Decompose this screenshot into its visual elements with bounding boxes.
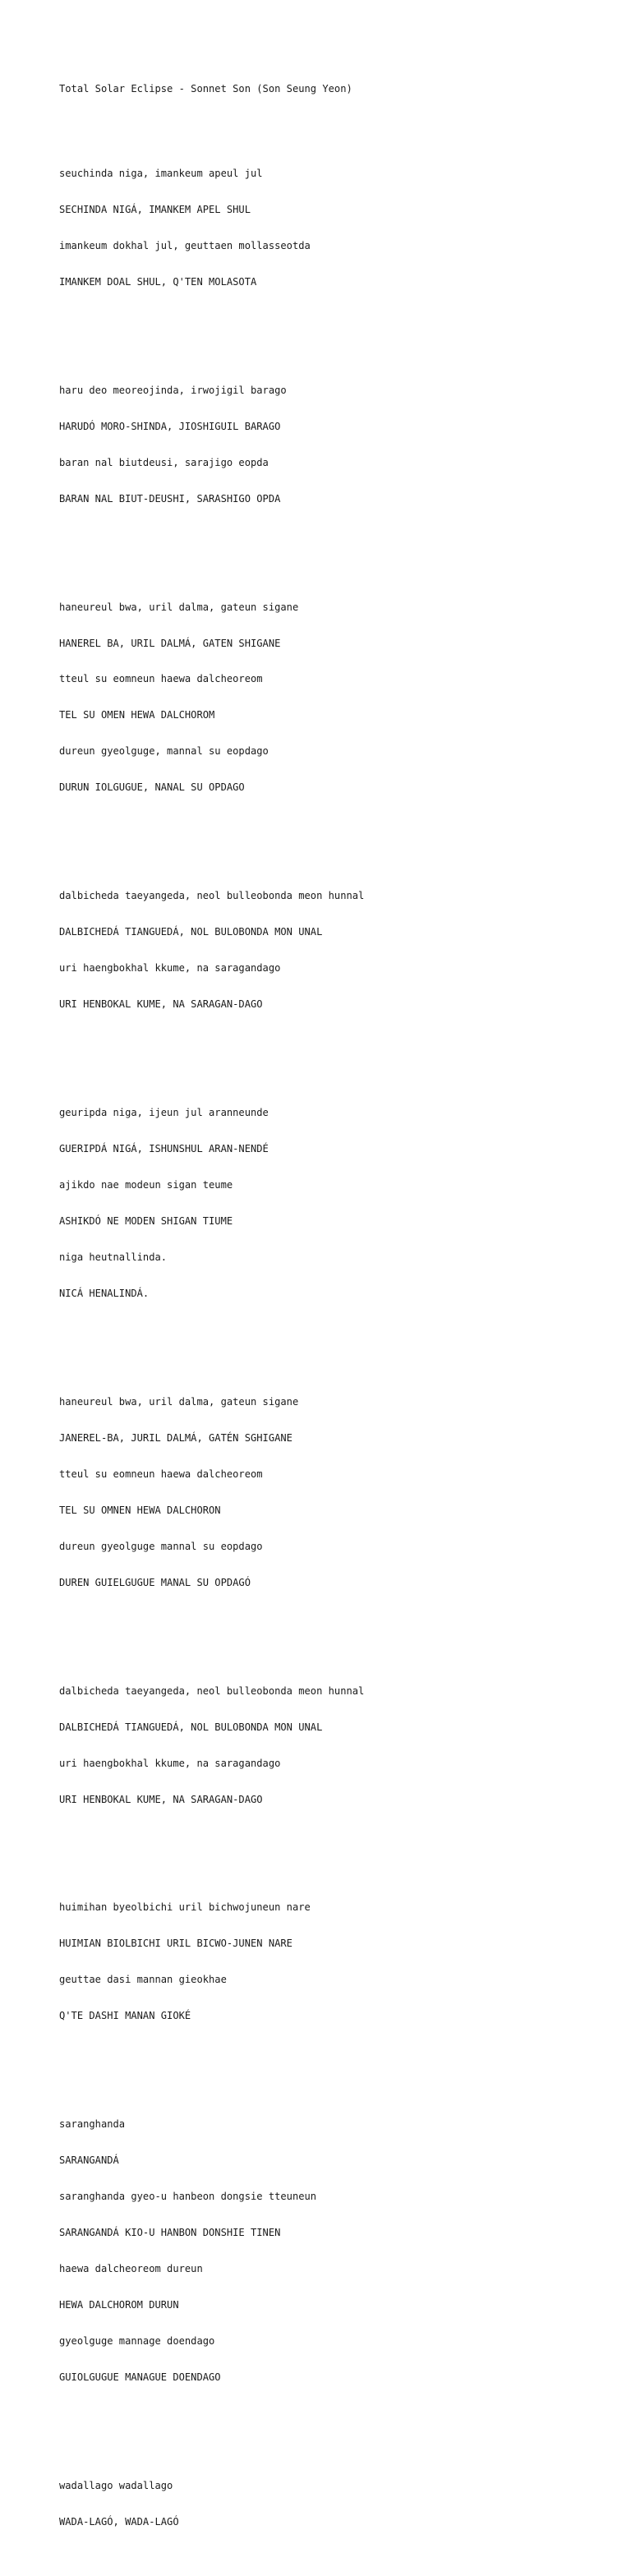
stanza-2 bbox=[59, 360, 618, 528]
lyric-line: NICÁ HENALINDÁ. bbox=[59, 1287, 150, 1299]
lyric-line: geuripda niga, ijeun jul aranneunde bbox=[59, 1107, 269, 1119]
lyric-line: WADA-LAGÓ, WADA-LAGÓ bbox=[59, 2515, 179, 2528]
lyric-line: IMANKEM DOAL SHUL, Q'TEN MOLASOTA bbox=[59, 275, 257, 288]
stanza-1 bbox=[59, 144, 618, 312]
lyric-line: SECHINDA NIGÁ, IMANKEM APEL SHUL bbox=[59, 203, 251, 215]
lyric-line: URI HENBOKAL KUME, NA SARAGAN-DAGO bbox=[59, 1793, 263, 1805]
lyric-line: uri haengbokhal kkume, na saragandago bbox=[59, 1757, 281, 1769]
lyric-line: GUIOLGUGUE MANAGUE DOENDAGO bbox=[59, 2371, 221, 2383]
lyric-line: huimihan byeolbichi uril bichwojuneun nare bbox=[59, 1901, 311, 1914]
lyric-line: tteul su eomneun haewa dalcheoreom bbox=[59, 673, 263, 685]
lyric-line: dureun gyeolguge, mannal su eopdago bbox=[59, 745, 269, 758]
lyric-line: haru deo meoreojinda, irwojigil barago bbox=[59, 384, 287, 396]
lyric-line: geuttae dasi mannan gieokhae bbox=[59, 1974, 227, 1986]
lyric-line: tteul su eomneun haewa dalcheoreom bbox=[59, 1468, 263, 1480]
stanza-4 bbox=[59, 866, 618, 1035]
lyrics-document bbox=[59, 59, 618, 2576]
lyric-line: baran nal biutdeusi, sarajigo eopda bbox=[59, 456, 269, 468]
stanza-8 bbox=[59, 1878, 618, 2046]
stanza-10 bbox=[59, 2456, 618, 2552]
stanza-5 bbox=[59, 1083, 618, 1324]
lyric-line: ajikdo nae modeun sigan teume bbox=[59, 1179, 233, 1191]
lyric-line: dalbicheda taeyangeda, neol bulleobonda meon hunnal bbox=[59, 890, 365, 902]
lyric-line: SARANGANDÁ bbox=[59, 2154, 119, 2167]
lyric-line: seuchinda niga, imankeum apeul jul bbox=[59, 167, 263, 179]
lyric-line: DALBICHEDÁ TIANGUEDÁ, NOL BULOBONDA MON UNAL bbox=[59, 1721, 323, 1733]
lyric-line: dalbicheda taeyangeda, neol bulleobonda meon hunnal bbox=[59, 1684, 365, 1697]
lyric-line: HARUDÓ MORO-SHINDA, JIOSHIGUIL BARAGO bbox=[59, 420, 281, 432]
lyric-line: saranghanda gyeo-u hanbeon dongsie tteuneun bbox=[59, 2191, 317, 2203]
lyric-line: URI HENBOKAL KUME, NA SARAGAN-DAGO bbox=[59, 998, 263, 1011]
lyric-line: SARANGANDÁ KIO-U HANBON DONSHIE TINEN bbox=[59, 2227, 281, 2239]
lyric-line: niga heutnallinda. bbox=[59, 1251, 168, 1263]
document-title: Total Solar Eclipse - Sonnet Son (Son Seung Yeon) bbox=[59, 83, 352, 95]
lyric-line: imankeum dokhal jul, geuttaen mollasseotda bbox=[59, 239, 311, 251]
stanza-6 bbox=[59, 1372, 618, 1613]
lyric-line: DALBICHEDÁ TIANGUEDÁ, NOL BULOBONDA MON UNAL bbox=[59, 926, 323, 938]
lyric-line: TEL SU OMNEN HEWA DALCHORON bbox=[59, 1504, 221, 1516]
stanza-9 bbox=[59, 2094, 618, 2408]
lyric-line: haewa dalcheoreom dureun bbox=[59, 2263, 203, 2275]
lyric-line: dureun gyeolguge mannal su eopdago bbox=[59, 1540, 263, 1552]
lyric-line: haneureul bwa, uril dalma, gateun sigane bbox=[59, 1395, 299, 1408]
lyric-line: saranghanda bbox=[59, 2118, 126, 2131]
lyric-line: wadallago wadallago bbox=[59, 2479, 173, 2491]
lyric-line: haneureul bwa, uril dalma, gateun sigane bbox=[59, 601, 299, 613]
lyric-line: HEWA DALCHOROM DURUN bbox=[59, 2299, 179, 2311]
lyric-line: gyeolguge mannage doendago bbox=[59, 2335, 215, 2348]
lyric-line: DUREN GUIELGUGUE MANAL SU OPDAGÓ bbox=[59, 1576, 251, 1588]
lyric-line: HUIMIAN BIOLBICHI URIL BICWO-JUNEN NARE bbox=[59, 1938, 292, 1950]
lyric-line: uri haengbokhal kkume, na saragandago bbox=[59, 962, 281, 975]
lyric-line: Q'TE DASHI MANAN GIOKÉ bbox=[59, 2010, 191, 2022]
lyric-line: HANEREL BA, URIL DALMÁ, GATEN SHIGANE bbox=[59, 637, 281, 649]
lyric-line: BARAN NAL BIUT-DEUSHI, SARASHIGO OPDA bbox=[59, 492, 281, 505]
lyric-line: ASHIKDÓ NE MODEN SHIGAN TIUME bbox=[59, 1215, 233, 1227]
lyric-line: DURUN IOLGUGUE, NANAL SU OPDAGO bbox=[59, 781, 245, 794]
lyric-line: TEL SU OMEN HEWA DALCHOROM bbox=[59, 709, 215, 721]
stanza-3 bbox=[59, 577, 618, 818]
stanza-7 bbox=[59, 1661, 618, 1829]
lyric-line: GUERIPDÁ NIGÁ, ISHUNSHUL ARAN-NENDÉ bbox=[59, 1143, 269, 1155]
lyric-line: JANEREL-BA, JURIL DALMÁ, GATÉN SGHIGANE bbox=[59, 1431, 292, 1444]
